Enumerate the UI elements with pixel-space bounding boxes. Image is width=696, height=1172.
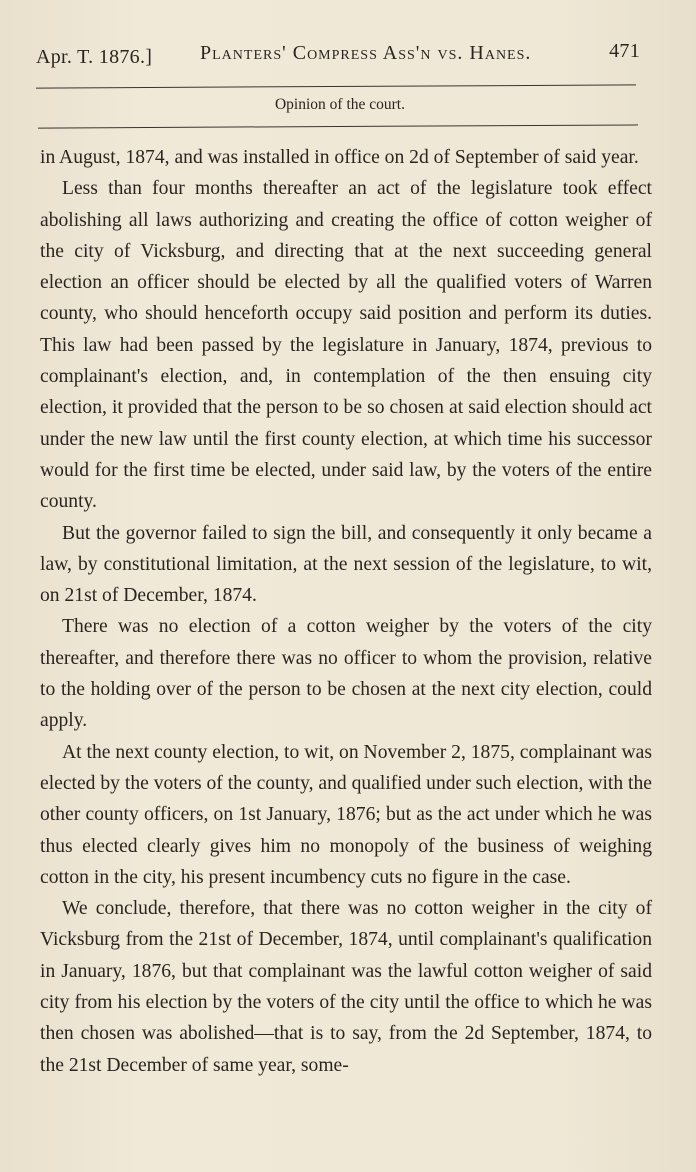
top-rule	[36, 84, 636, 88]
bottom-rule	[38, 124, 638, 128]
paragraph-4: There was no election of a cotton weigher by the voters of the city thereafter, and therefore there was no officer to whom the provision, relative to the holding over of the person to be chosen at the next city election, could apply.	[40, 616, 652, 732]
paragraph-1: in August, 1874, and was installed in office on 2d of September of said year.	[40, 147, 639, 168]
body-text	[40, 142, 652, 1081]
running-head	[36, 40, 640, 80]
page-number: 471	[609, 40, 640, 62]
paragraph-5: At the next county election, to wit, on November 2, 1875, complainant was elected by the voters of the county, and qualified under such election, with the other county officers, on 1st January, 1876; but as the act under which he was thus elected clearly gives him no monopoly of the business of weighing cotton in the city, his present incumbency cuts no figure in the case.	[40, 741, 652, 888]
case-title: Planters' Compress Ass'n vs. Hanes.	[200, 42, 532, 64]
paragraph-2: Less than four months thereafter an act of the legislature took effect abolishing all laws authorizing and creating the office of cotton weigher of the city of Vicksburg, and directing that at the next succeeding general election an officer should be elected by all the qualified voters of Warren county, who should henceforth occupy said position and perform its duties. This law had been passed by the legislature in January, 1874, previous to complainant's election, and, in contemplation of the then ensuing city election, it provided that the person to be so chosen at said election should act under the new law until the first county election, at which time his successor would for the first time be elected, under said law, by the voters of the entire county.	[40, 178, 652, 513]
section-label: Opinion of the court.	[274, 96, 405, 113]
paragraph-3: But the governor failed to sign the bill, and consequently it only became a law, by constitutional limitation, at the next session of the legislature, to wit, on 21st of December, 1874.	[40, 522, 652, 607]
term-label: Apr. T. 1876.]	[36, 46, 153, 68]
paragraph-6: We conclude, therefore, that there was no cotton weigher in the city of Vicksburg from the 21st of December, 1874, until complainant's qualification in January, 1876, but that complainant was the lawful cotton weigher of said city from his election by the voters of the city until the office to which he was then chosen was abolished—that is to say, from the 2d September, 1874, to the 21st December of same year, some-	[40, 898, 652, 1076]
